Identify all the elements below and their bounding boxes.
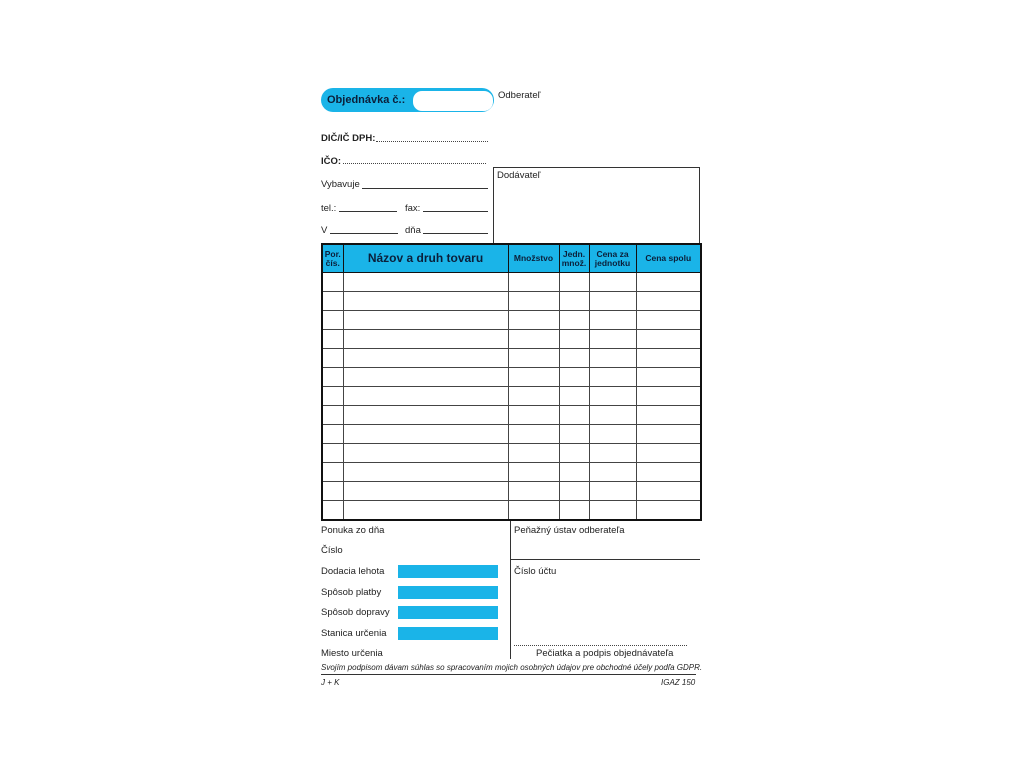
table-cell[interactable]	[589, 406, 636, 425]
supplier-label: Dodávateľ	[497, 170, 541, 181]
table-cell[interactable]	[589, 330, 636, 349]
table-cell[interactable]	[559, 349, 589, 368]
table-cell[interactable]	[322, 425, 343, 444]
table-cell[interactable]	[589, 425, 636, 444]
table-cell[interactable]	[322, 330, 343, 349]
table-cell[interactable]	[559, 330, 589, 349]
table-cell[interactable]	[343, 501, 508, 521]
payment-method-field[interactable]	[398, 586, 498, 599]
bank-divider	[510, 559, 700, 560]
table-cell[interactable]	[322, 311, 343, 330]
table-cell[interactable]	[343, 349, 508, 368]
table-cell[interactable]	[343, 482, 508, 501]
dic-field[interactable]	[376, 141, 488, 142]
table-cell[interactable]	[508, 425, 559, 444]
issued-by-field[interactable]	[362, 188, 488, 189]
table-row	[322, 387, 701, 406]
table-cell[interactable]	[589, 387, 636, 406]
order-number-input[interactable]	[413, 91, 493, 111]
table-cell[interactable]	[559, 463, 589, 482]
table-row	[322, 463, 701, 482]
table-cell[interactable]	[636, 349, 701, 368]
table-cell[interactable]	[589, 482, 636, 501]
table-cell[interactable]	[322, 444, 343, 463]
table-row	[322, 482, 701, 501]
table-row	[322, 349, 701, 368]
table-cell[interactable]	[343, 425, 508, 444]
table-cell[interactable]	[559, 406, 589, 425]
table-cell[interactable]	[559, 273, 589, 292]
table-cell[interactable]	[636, 482, 701, 501]
footer-right-code: IGAZ 150	[661, 678, 696, 687]
place-label: V	[321, 225, 328, 236]
table-cell[interactable]	[559, 368, 589, 387]
table-cell[interactable]	[508, 482, 559, 501]
table-cell[interactable]	[343, 273, 508, 292]
table-cell[interactable]	[343, 406, 508, 425]
table-cell[interactable]	[559, 387, 589, 406]
table-cell[interactable]	[589, 273, 636, 292]
payment-method-label: Spôsob platby	[321, 587, 382, 598]
table-cell[interactable]	[589, 292, 636, 311]
table-cell[interactable]	[636, 501, 701, 521]
table-cell[interactable]	[322, 463, 343, 482]
table-row	[322, 368, 701, 387]
bank-label: Peňažný ústav odberateľa	[514, 525, 625, 536]
fax-label: fax:	[405, 203, 421, 214]
table-cell[interactable]	[559, 501, 589, 521]
footer-divider	[321, 674, 696, 675]
table-cell[interactable]	[589, 463, 636, 482]
table-cell[interactable]	[508, 406, 559, 425]
table-cell[interactable]	[636, 444, 701, 463]
table-cell[interactable]	[322, 406, 343, 425]
table-cell[interactable]	[322, 368, 343, 387]
table-cell[interactable]	[343, 292, 508, 311]
items-table	[321, 243, 702, 521]
number-label: Číslo	[321, 545, 343, 556]
table-row	[322, 501, 701, 521]
table-cell[interactable]	[559, 292, 589, 311]
fax-field[interactable]	[423, 211, 488, 212]
table-cell[interactable]	[508, 387, 559, 406]
destination-station-label: Stanica určenia	[321, 628, 387, 639]
column-header: Jedn. množ.	[559, 244, 589, 273]
table-cell[interactable]	[343, 368, 508, 387]
table-cell[interactable]	[636, 406, 701, 425]
table-cell[interactable]	[322, 482, 343, 501]
table-cell[interactable]	[559, 444, 589, 463]
table-cell[interactable]	[636, 425, 701, 444]
date-label: dňa	[405, 225, 421, 236]
signature-line[interactable]	[514, 645, 687, 646]
table-cell[interactable]	[636, 463, 701, 482]
table-cell[interactable]	[343, 444, 508, 463]
signature-label: Pečiatka a podpis objednávateľa	[536, 648, 674, 659]
dic-label: DIČ/IČ DPH:	[321, 133, 376, 144]
table-cell[interactable]	[508, 330, 559, 349]
table-cell[interactable]	[508, 292, 559, 311]
table-cell[interactable]	[559, 482, 589, 501]
table-row	[322, 292, 701, 311]
table-cell[interactable]	[343, 311, 508, 330]
offer-date-label: Ponuka zo dňa	[321, 525, 385, 536]
column-header: Cena spolu	[636, 244, 701, 273]
tel-field[interactable]	[339, 211, 397, 212]
order-number-label: Objednávka č.:	[327, 94, 406, 106]
table-cell[interactable]	[636, 330, 701, 349]
table-cell[interactable]	[636, 387, 701, 406]
column-header: Cena za jednotku	[589, 244, 636, 273]
table-cell[interactable]	[636, 311, 701, 330]
table-cell[interactable]	[343, 463, 508, 482]
table-cell[interactable]	[636, 292, 701, 311]
table-cell[interactable]	[559, 311, 589, 330]
table-row	[322, 273, 701, 292]
table-cell[interactable]	[322, 273, 343, 292]
table-cell[interactable]	[636, 273, 701, 292]
delivery-time-field[interactable]	[398, 565, 498, 578]
table-row	[322, 330, 701, 349]
table-row	[322, 311, 701, 330]
table-cell[interactable]	[322, 501, 343, 521]
date-field[interactable]	[423, 233, 488, 234]
tel-label: tel.:	[321, 203, 337, 214]
table-cell[interactable]	[508, 349, 559, 368]
ico-field[interactable]	[343, 163, 486, 164]
footer-left-code: J + K	[321, 678, 340, 687]
destination-station-field[interactable]	[398, 627, 498, 640]
table-cell[interactable]	[343, 387, 508, 406]
table-header-row	[322, 244, 701, 273]
table-cell[interactable]	[322, 292, 343, 311]
table-row	[322, 444, 701, 463]
account-number-label: Číslo účtu	[514, 566, 557, 577]
table-cell[interactable]	[508, 368, 559, 387]
table-cell[interactable]	[508, 501, 559, 521]
transport-method-label: Spôsob dopravy	[321, 607, 390, 618]
table-cell[interactable]	[508, 311, 559, 330]
table-cell[interactable]	[322, 387, 343, 406]
table-cell[interactable]	[636, 368, 701, 387]
issued-by-label: Vybavuje	[321, 179, 360, 190]
table-cell[interactable]	[508, 273, 559, 292]
ico-label: IČO:	[321, 156, 342, 167]
table-row	[322, 425, 701, 444]
column-header: Množstvo	[508, 244, 559, 273]
table-row	[322, 406, 701, 425]
buyer-label: Odberateľ	[498, 90, 541, 101]
table-cell[interactable]	[508, 444, 559, 463]
destination-place-label: Miesto určenia	[321, 648, 383, 659]
column-header: Názov a druh tovaru	[343, 244, 508, 273]
transport-method-field[interactable]	[398, 606, 498, 619]
place-field[interactable]	[330, 233, 398, 234]
table-cell[interactable]	[589, 368, 636, 387]
table-cell[interactable]	[589, 349, 636, 368]
table-cell[interactable]	[589, 311, 636, 330]
table-cell[interactable]	[322, 349, 343, 368]
table-cell[interactable]	[559, 425, 589, 444]
column-header: Por. čís.	[322, 244, 343, 273]
section-divider	[510, 521, 511, 659]
delivery-time-label: Dodacia lehota	[321, 566, 385, 577]
table-cell[interactable]	[589, 501, 636, 521]
table-cell[interactable]	[589, 444, 636, 463]
gdpr-consent-note: Svojím podpisom dávam súhlas so spracovaním mojich osobných údajov pre obchodné účely podľa GDPR.	[321, 663, 703, 672]
table-cell[interactable]	[508, 463, 559, 482]
table-cell[interactable]	[343, 330, 508, 349]
